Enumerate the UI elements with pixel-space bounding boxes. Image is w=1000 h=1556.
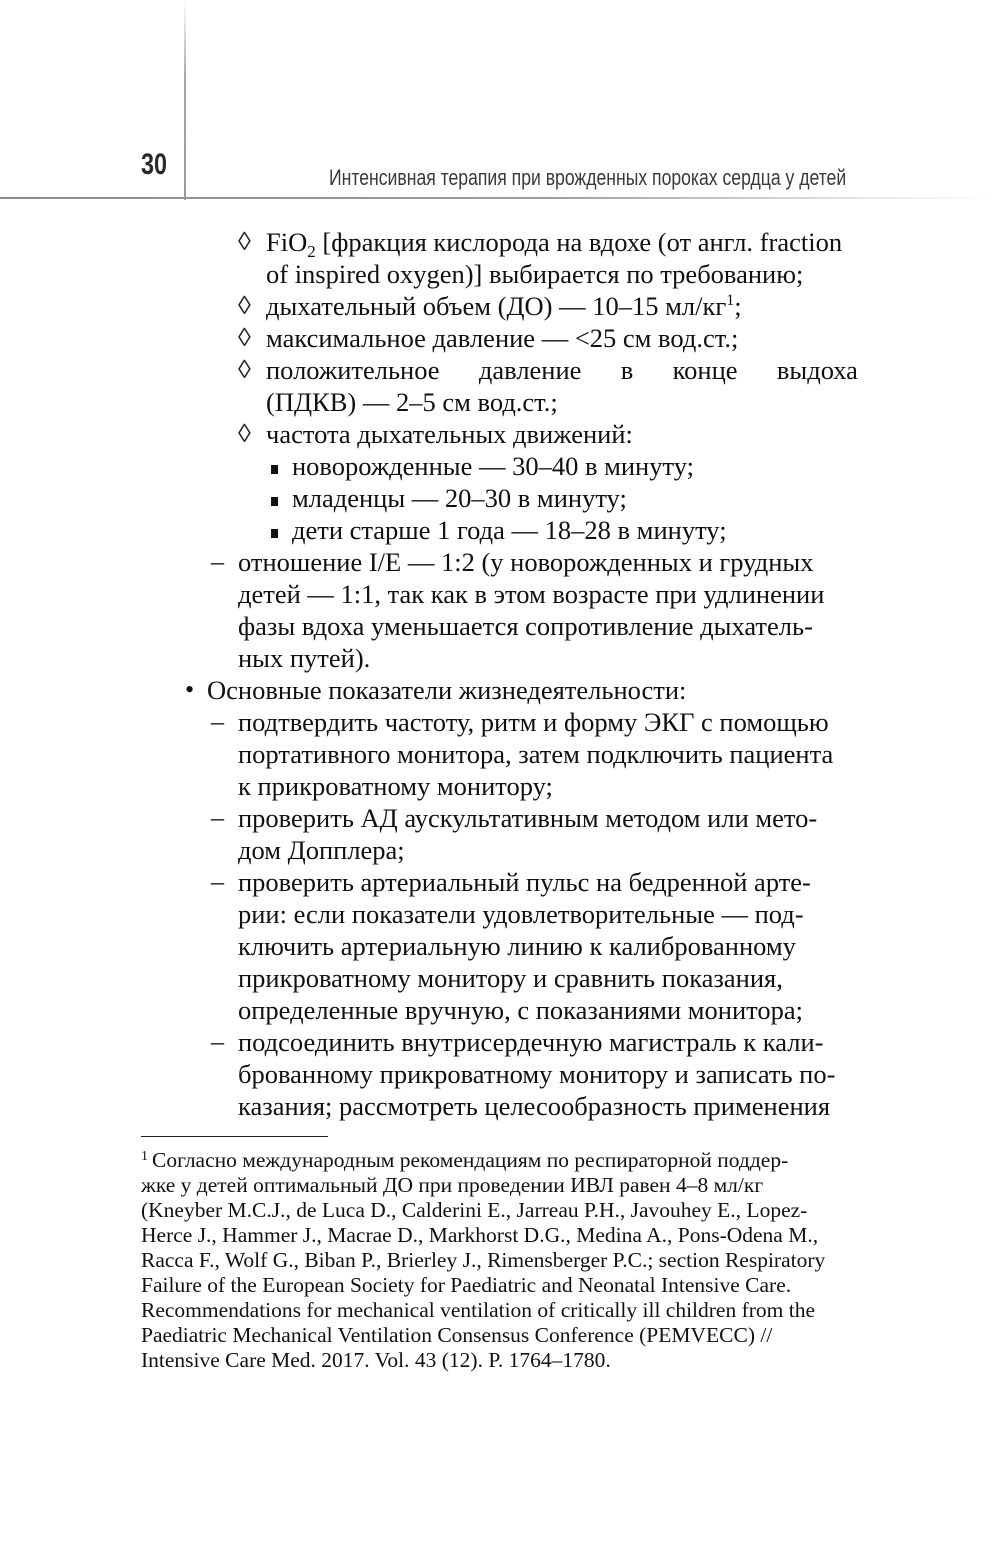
- diamond-bullet-icon: ◊: [238, 355, 251, 384]
- diamond-bullet-icon: ◊: [238, 291, 251, 320]
- rate-children: дети старше 1 года — 18–28 в минуту;: [292, 515, 727, 545]
- ecg-line-3: к прикроватному монитору;: [238, 771, 553, 801]
- rate-newborn: новорожденные — 30–40 в минуту;: [292, 451, 694, 481]
- peep-word: конце: [672, 355, 738, 385]
- fio2-symbol: FiO: [266, 227, 308, 257]
- square-bullet-icon: [271, 514, 278, 546]
- footnote-line-3: (Kneyber M.C.J., de Luca D., Calderini E., Jarreau P.H., Javouhey E., Lopez-: [141, 1198, 808, 1222]
- square-bullet-icon: [271, 450, 278, 482]
- peep-word: положительное: [266, 355, 440, 385]
- running-title: Интенсивная терапия при врожденных пороках сердца у детей: [329, 165, 847, 190]
- page-number: 30: [141, 148, 168, 181]
- pulse-line-4: прикроватному монитору и сравнить показания,: [238, 963, 783, 993]
- fio2-line-2: of inspired oxygen)] выбирается по требованию;: [266, 259, 804, 289]
- dash-marker: –: [211, 867, 224, 896]
- peep-line-1: [266, 354, 858, 386]
- footnote-reference: 1: [726, 292, 735, 309]
- ecg-line-2: портативного монитора, затем подключить пациента: [238, 739, 834, 769]
- fio2-subscript: 2: [307, 242, 316, 261]
- ie-ratio-line-3: фазы вдоха уменьшается сопротивление дыхатель-: [238, 611, 813, 641]
- header-vertical-rule: [184, 0, 186, 200]
- pulse-line-1: проверить артериальный пульс на бедренной арте-: [238, 867, 811, 897]
- footnote-marker: 1: [141, 1149, 148, 1164]
- pulse-line-3: ключить артериальную линию к калиброванному: [238, 931, 796, 961]
- vitals-heading: Основные показатели жизнедеятельности:: [207, 675, 687, 705]
- diamond-bullet-icon: ◊: [238, 419, 251, 448]
- bp-line-1: проверить АД аускультативным методом или мето-: [238, 803, 818, 833]
- cvp-line-2: брованному прикроватному монитору и записать по-: [238, 1059, 836, 1089]
- peep-word: в: [620, 355, 634, 385]
- fio2-definition: [фракция кислорода на вдохе (от англ. fraction: [315, 227, 843, 257]
- ie-ratio-line-2: детей — 1:1, так как в этом возрасте при удлинении: [238, 579, 825, 609]
- max-pressure-line: максимальное давление — <25 см вод.ст.;: [266, 323, 739, 353]
- dash-marker: –: [211, 1027, 224, 1056]
- peep-line-2: (ПДКВ) — 2–5 см вод.ст.;: [266, 387, 558, 417]
- footnote-line-4: Herce J., Hammer J., Macrae D., Markhorst D.G., Medina A., Pons-Odena M.,: [141, 1223, 819, 1247]
- footnote-line-1: $^1$ Согласно международным рекомендациям по респираторной поддер-: [141, 1148, 789, 1172]
- footnote-rule: [141, 1136, 328, 1137]
- footnote-line-9: Intensive Care Med. 2017. Vol. 43 (12). P. 1764–1780.: [141, 1348, 611, 1372]
- ie-ratio-line-4: ных путей).: [238, 643, 371, 673]
- footnote-line-7: Recommendations for mechanical ventilation of critically ill children from the: [141, 1298, 816, 1322]
- rate-infants: младенцы — 20–30 в минуту;: [292, 483, 627, 513]
- peep-word: давление: [478, 355, 582, 385]
- footnote-line-8: Paediatric Mechanical Ventilation Consensus Conference (PEMVECC) //: [141, 1323, 773, 1347]
- tidal-volume-end: ;: [734, 291, 742, 321]
- peep-word: выдоха: [776, 355, 858, 385]
- resp-rate-heading: частота дыхательных движений:: [266, 419, 633, 449]
- footnote-line-5: Racca F., Wolf G., Biban P., Brierley J., Rimensberger P.C.; section Respiratory: [141, 1248, 826, 1272]
- tidal-volume-text: дыхательный объем (ДО) — 10–15 мл/кг: [266, 291, 727, 321]
- diamond-bullet-icon: ◊: [238, 227, 251, 256]
- footnote-line-6: Failure of the European Society for Paediatric and Neonatal Intensive Care.: [141, 1273, 792, 1297]
- header-horizontal-rule: [0, 197, 1000, 199]
- round-bullet-icon: •: [185, 675, 195, 704]
- pulse-line-5: определенные вручную, с показаниями монитора;: [238, 995, 804, 1025]
- cvp-line-1: подсоединить внутрисердечную магистраль к кали-: [238, 1027, 824, 1057]
- square-bullet-icon: [271, 482, 278, 514]
- bp-line-2: дом Допплера;: [238, 835, 405, 865]
- footnote-line-2: жке у детей оптимальный ДО при проведении ИВЛ равен 4–8 мл/кг: [141, 1173, 764, 1197]
- diamond-bullet-icon: ◊: [238, 323, 251, 352]
- cvp-line-3: казания; рассмотреть целесообразность применения: [238, 1091, 831, 1121]
- dash-marker: –: [211, 803, 224, 832]
- fio2-line-1: [266, 226, 842, 262]
- ecg-line-1: подтвердить частоту, ритм и форму ЭКГ с помощью: [238, 707, 829, 737]
- pulse-line-2: рии: если показатели удовлетворительные — под-: [238, 899, 804, 929]
- dash-marker: –: [211, 547, 224, 576]
- dash-marker: –: [211, 707, 224, 736]
- ie-ratio-line-1: отношение I/E — 1:2 (у новорожденных и грудных: [238, 547, 814, 577]
